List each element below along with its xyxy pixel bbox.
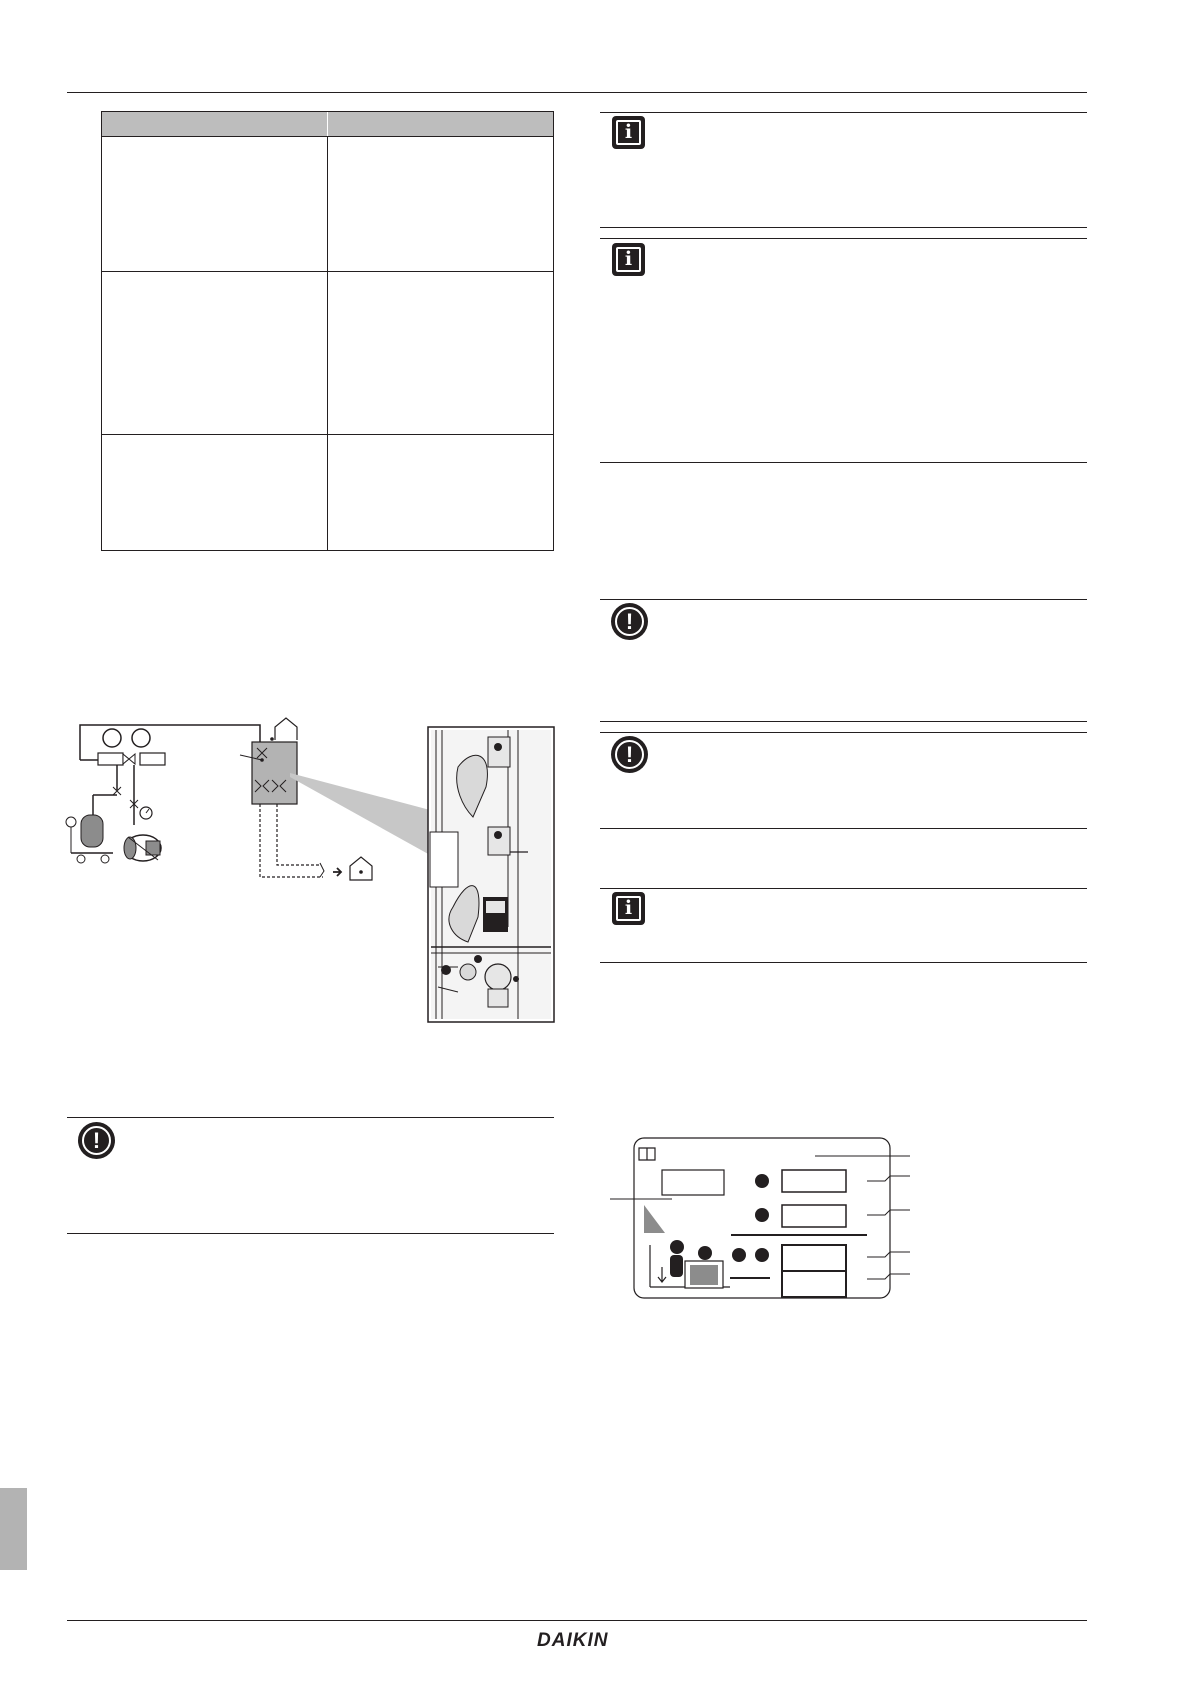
info-rule-top: [600, 112, 1087, 113]
section-rule: [600, 462, 1087, 463]
unit-interior-photo: [428, 727, 554, 1022]
table-row: [102, 435, 553, 550]
info-rule-bottom: [600, 227, 1087, 228]
warning-rule-bottom: [600, 721, 1087, 722]
info-icon: i: [612, 116, 645, 149]
info-icon: i: [612, 892, 645, 925]
exclamation-icon: !: [611, 736, 648, 773]
vacuum-pump-diagram: [50, 715, 410, 890]
footer-rule: [67, 1620, 1087, 1621]
warning-rule-top: [600, 599, 1087, 600]
charge-label-diagram: [610, 1135, 910, 1305]
info-icon: i: [612, 243, 645, 276]
warning-rule-top: [600, 732, 1087, 733]
info-rule-bottom: [600, 962, 1087, 963]
table-header: [102, 112, 553, 137]
data-table: [101, 111, 554, 551]
exclamation-icon: !: [78, 1122, 115, 1159]
info-rule-top: [600, 238, 1087, 239]
brand-logo: DAIKIN: [537, 1630, 609, 1651]
info-rule-top: [600, 888, 1087, 889]
warning-rule-top: [67, 1117, 554, 1118]
header-rule: [67, 92, 1087, 93]
warning-rule-bottom: [600, 828, 1087, 829]
exclamation-icon: !: [611, 603, 648, 640]
table-row: [102, 137, 553, 272]
language-tab: [0, 1488, 27, 1570]
warning-rule-bottom: [67, 1233, 554, 1234]
table-row: [102, 272, 553, 435]
